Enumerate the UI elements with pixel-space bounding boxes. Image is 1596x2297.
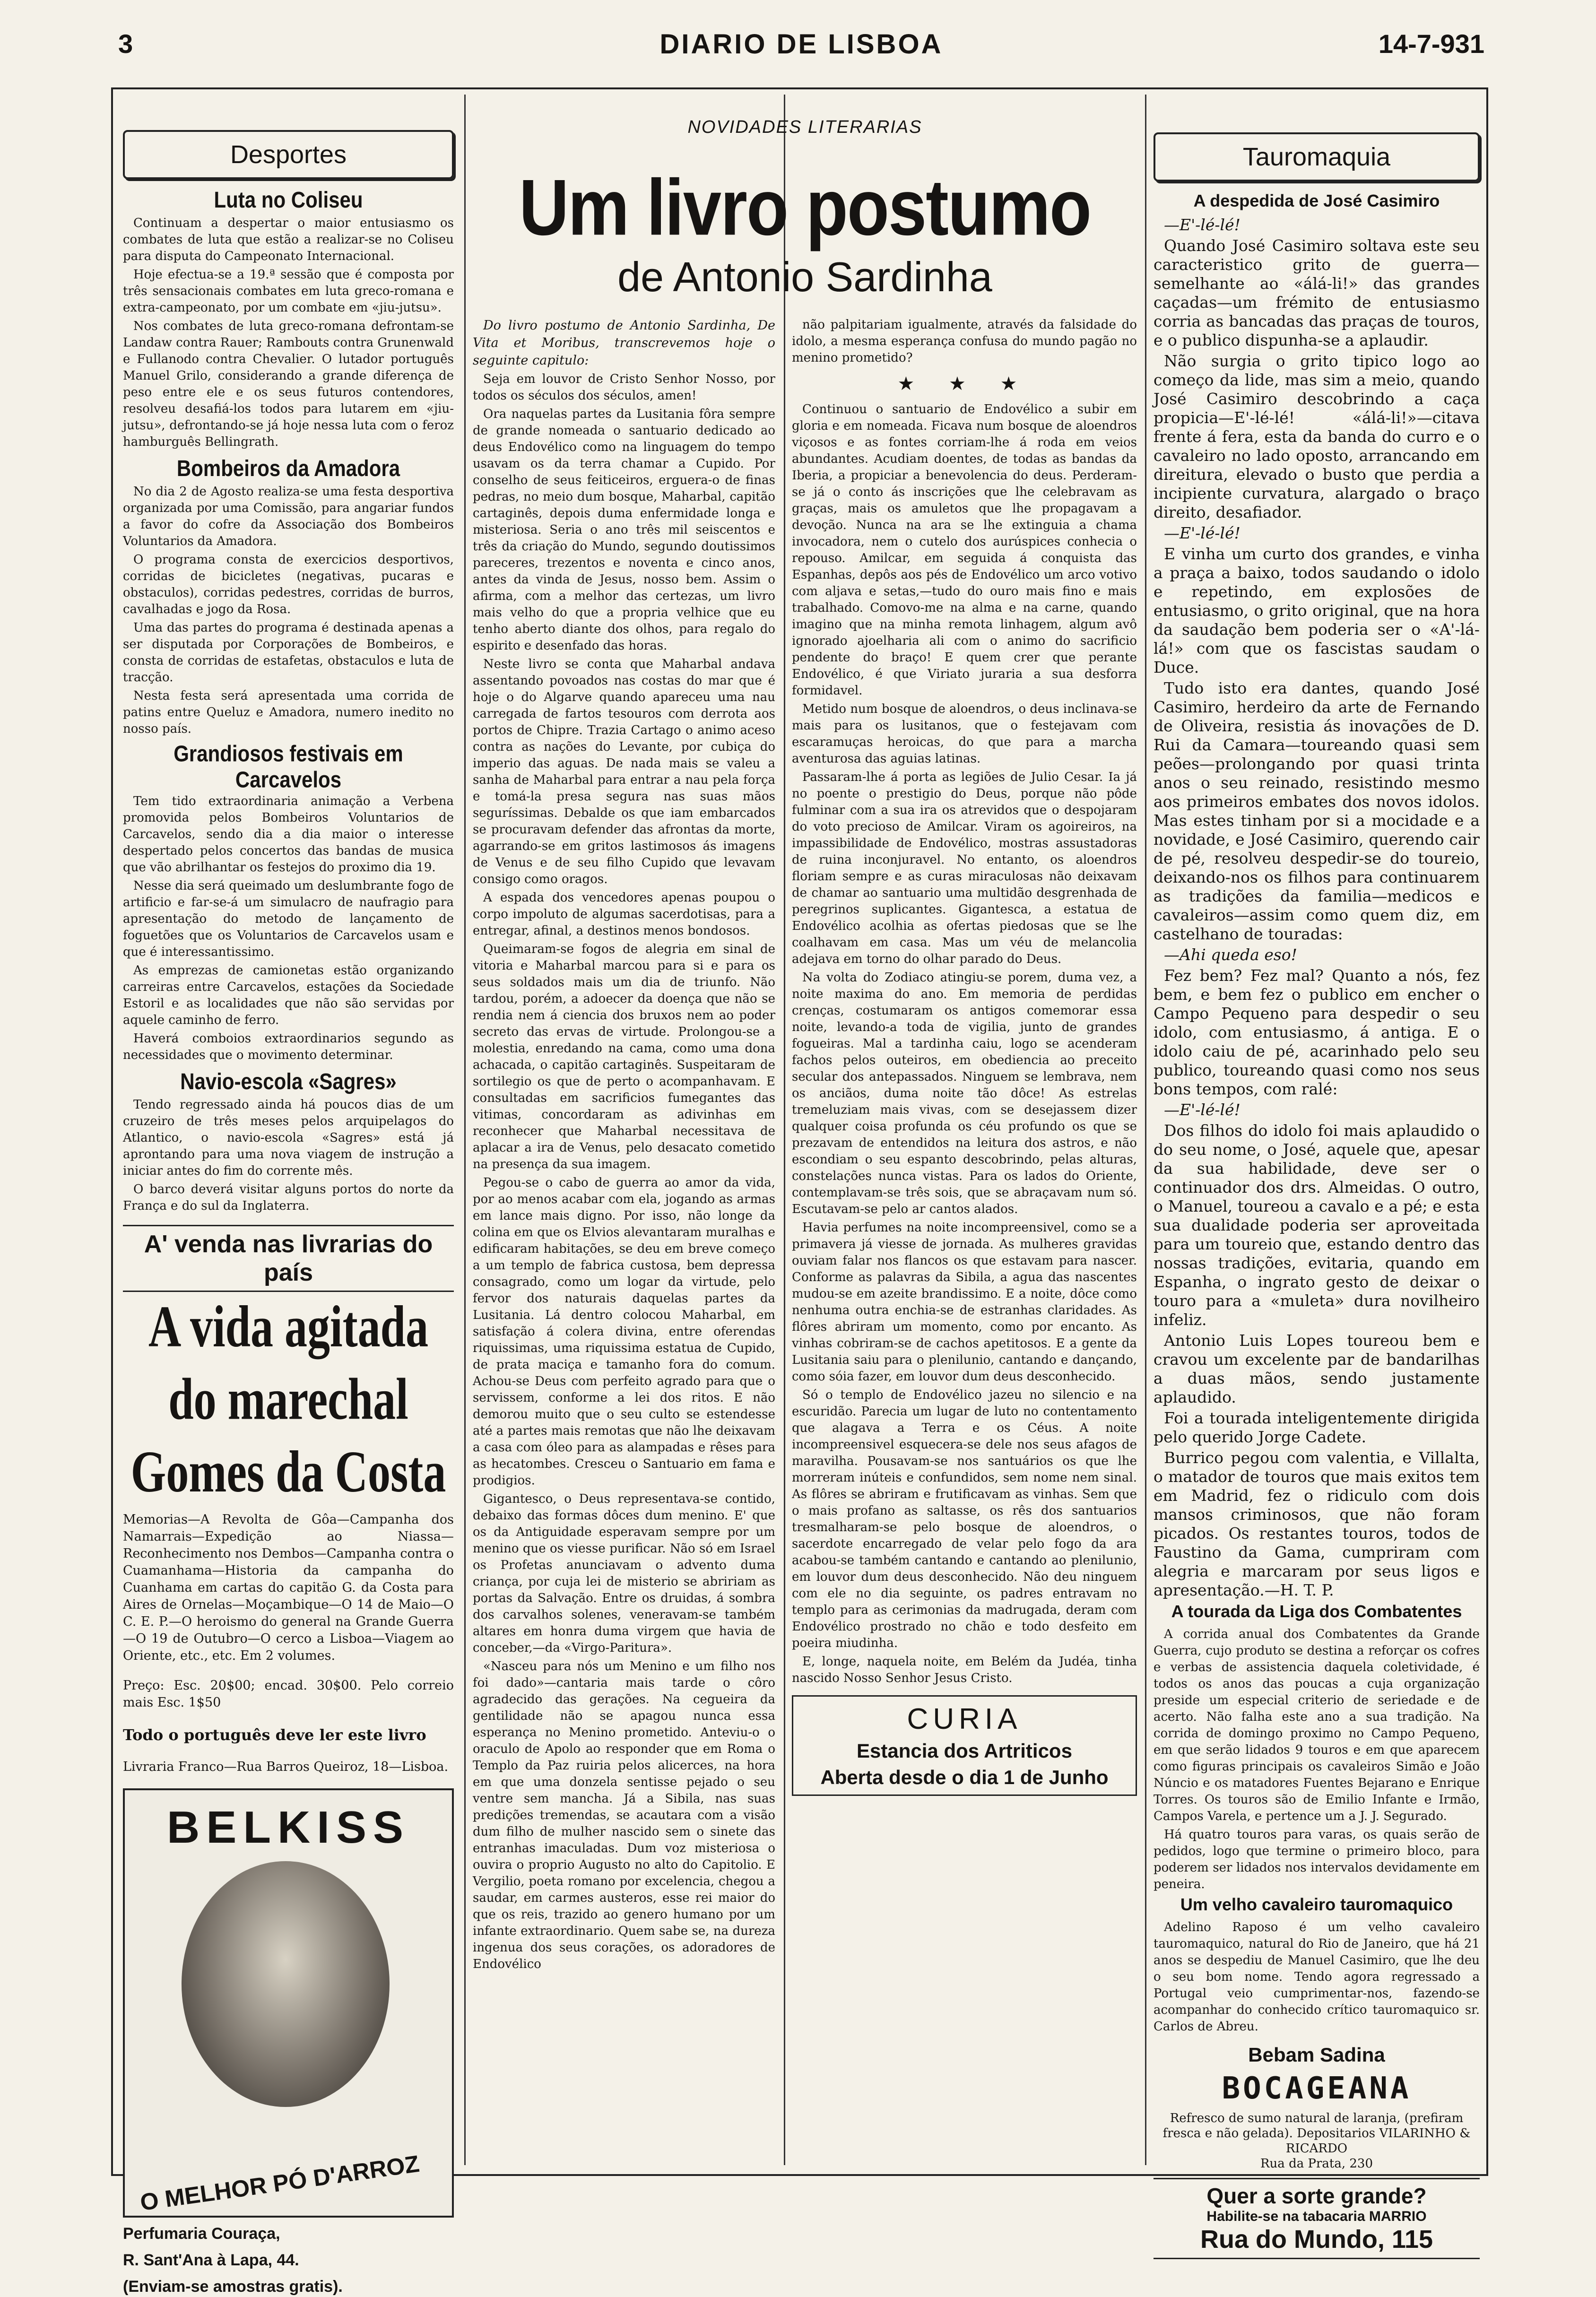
article-paragraph: A espada dos vencedores apenas poupou o corpo impoluto de algumas sacerdotisas, para a entregar, afinal, a destinos menos bondosos. xyxy=(473,891,775,938)
book-ad-shop: Livraria Franco—Rua Barros Queiroz, 18—Lisboa. xyxy=(123,1760,449,1774)
article-paragraph: não palpitariam igualmente, através da falsidade do idolo, a mesma esperança confusa do mundo pagão no menino prometido? xyxy=(792,318,1137,365)
article-paragraph: —E'-lé-lé! xyxy=(1164,1101,1240,1119)
article-deck: Do livro postumo de Antonio Sardinha, De Vita et Moribus, transcrevemos hoje o seguinte capitulo: xyxy=(473,318,775,368)
section-title-sports: Desportes xyxy=(123,130,454,179)
article-paragraph: «Nasceu para nós um Menino e um filho nos foi dado»—cantaria mais tarde o côro agradecido das gerações. Na cegueira da gentilidade não se apagou nunca essa esperança no Menino prometido. Anteviu-o o oraculo de Apolo ao responder que em Roma o Templo da Paz ruiria pelos alicerces, na hora em que uma donzela sentisse pejado o seu ventre sem mancha. Já a Sibila, nas suas predições tremendas, se acautara com a visão dum filho de mulher nascido sem o sinete das entranhas imaculadas. Dum voz misteriosa o ouvira o proprio Augusto no alto do Capitolio. E Vergilio, poeta romano por excelencia, chegou a saudar, em carmes austeros, esse rei maior do que os reis, trazido ao genero humano por um infante extraordinario. Quem sabe se, na dureza ingenua dos seus corações, os adoradores de Endovélico xyxy=(473,1659,775,1971)
bullfighting-column xyxy=(1154,95,1480,2259)
article-paragraph: Tendo regressado ainda há poucos dias de um cruzeiro de três meses pelos arquipelagos do Atlantico, o navio-escola «Sagres» está já aprontando para uma nova viagem de instrução a iniciar antes do fim do corrente mês. xyxy=(123,1098,454,1178)
book-ad-price: Preço: Esc. 20$00; encad. 30$00. Pelo correio mais Esc. 1$50 xyxy=(123,1678,454,1710)
woman-portrait-illustration xyxy=(182,1861,390,2107)
article-paragraph: —Ahi queda eso! xyxy=(1164,945,1297,964)
belkiss-ad xyxy=(123,1788,454,2218)
article-paragraph: Nesse dia será queimado um deslumbrante fogo de artificio e far-se-á um simulacro de naufragio para apresentação do metodo de lançamento de foguetões que os Voluntarios de Carcavelos usam e que é interessantissimo. xyxy=(123,879,454,959)
article-heading: Um velho cavaleiro tauromaquico xyxy=(1180,1895,1453,1914)
lottery-ad xyxy=(1154,2178,1480,2259)
article-paragraph: Adelino Raposo é um velho cavaleiro tauromaquico, natural do Rio de Janeiro, que há 21 anos se despediu de Manuel Casimiro, que lhe deu o seu bom nome. Tendo agora regressado a Portugal veio cumprimentar-nos, fazendo-se acompanhar do conhecido crítico tauromaquico sr. Carlos de Abreu. xyxy=(1154,1920,1480,2034)
article-paragraph: Metido num bosque de aloendros, o deus inclinava-se mais para os lusitanos, que o festejavam com escaramuças heroicas, do que para a marcha aventurosa das aguias latinas. xyxy=(792,702,1137,766)
article-paragraph: Tudo isto era dantes, quando José Casimiro, herdeiro da arte de Fernando de Oliveira, resistia ás inovações de D. Rui da Camara—toureando quasi sem peões—prolongando por quasi trinta anos o seu reinado, resistindo mesmo aos primeiros embates dos novos idolos. Mas estes tinham por si a mocidade e a novidade, e José Casimiro, querendo cair de pé, resolveu despedir-se do toureio, deixando-nos os filhos para continuarem as tradições da familia—medicos e cavaleiros—assim como quem diz, em castelhano de touradas: xyxy=(1154,679,1480,943)
article-paragraph: Hoje efectua-se a 19.ª sessão que é composta por três sensacionais combates em luta greco-romana e extra-campeonato, por um combate em «jiu-jutsu». xyxy=(123,268,454,315)
article-paragraph: Antonio Luis Lopes toureou bem e cravou um excelente par de bandarilhas a duas mãos, sendo justamente aplaudido. xyxy=(1154,1331,1480,1406)
section-break-stars: ★ ★ ★ xyxy=(897,373,1032,395)
article-paragraph: Havia perfumes na noite incompreensivel, como se a primavera já viesse de jornada. As mulheres gravidas ouviam falar nos flancos os que estavam para nascer. Conforme as palavras da Sibila, a agua das nascentes mudou-se em azeite brandissimo. E a noite, dôce como nenhuma outra enchia-se de estranhas claridades. As flôres abriram um momento, como por encanto. As vinhas cobriram-se de cachos apetitosos. E a gente da Lusitania saiu para o plenilunio, cantando e dançando, como sóia fazer, em louvor dum deus desconhecido. xyxy=(792,1221,1137,1384)
article-heading: A tourada da Liga dos Combatentes xyxy=(1171,1602,1462,1621)
lottery-ad-line: Habilite-se na tabacaria MARRIO xyxy=(1206,2209,1427,2224)
article-paragraph: Queimaram-se fogos de alegria em sinal de vitoria e Maharbal marcou para si e para os seus soldados mais um dia de triunfo. Não tardou, porém, a adoecer da doença que não se rendia nem á ciencia dos bruxos nem ao poder secreto das ervas de virtude. Prolongou-se a molestia, enredando na cama, como uma dona achacada, o capitão cartaginês. Suspeitaram de sortilegio os que de perto o acompanhavam. E consultadas em sacrificios fumegantes das vitimas, concordaram as adivinhas em reconhecer que Maharbal necessitava de aplacar a ira de Venus, pelo desacato cometido na presença da sua imagem. xyxy=(473,942,775,1171)
issue-date: 14-7-931 xyxy=(1378,29,1484,59)
page-number: 3 xyxy=(118,29,133,59)
article-paragraph: —E'-lé-lé! xyxy=(1164,216,1240,234)
masthead xyxy=(118,28,1484,71)
article-heading: Bombeiros da Amadora xyxy=(176,455,400,481)
book-ad-tagline: Todo o português deve ler este livro xyxy=(123,1726,426,1744)
article-paragraph: Continuam a despertar o maior entusiasmo os combates de luta que estão a realizar-se no Coliseu para disputa do Campeonato Internacional. xyxy=(123,216,454,263)
article-paragraph: Haverá comboios extraordinarios segundo as necessidades que o movimento determinar. xyxy=(123,1031,454,1062)
literary-kicker-wrap xyxy=(473,95,1137,138)
article-paragraph: Passaram-lhe á porta as legiões de Julio Cesar. Ia já no poente o prestigio do Deus, porque não pôde fulminar com a sua ira os atrevidos que o despojaram do voto precioso de Amilcar. Viram os agoireiros, na impassibilidade de Endovélico, mostras assustadoras de ruina inconjuravel. No entanto, os aloendros floriam sempre e as curas miraculosas não deixavam de chamar ao santuario uma multidão desgrenhada de peregrinos suplicantes. Gigantesca, a estatua de Endovélico acolhia as ofertas piedosas que se lhe coalhavam em casa. Mas um véu de melancolia adejava em torno do olhar parado do Deus. xyxy=(792,770,1137,966)
perfumery-note: (Enviam-se amostras gratis). xyxy=(123,2278,343,2296)
book-ad-heading: A' venda nas livrarias do país xyxy=(123,1225,454,1292)
curia-ad xyxy=(792,1695,1137,1796)
article-paragraph: Foi a tourada inteligentemente dirigida pelo querido Jorge Cadete. xyxy=(1154,1409,1480,1446)
article-heading: Grandiosos festivais em Carcavelos xyxy=(173,740,403,793)
article-paragraph: Fez bem? Fez mal? Quanto a nós, fez bem, e bem fez o publico em encher o Campo Pequeno para despedir o seu idolo, com entusiasmo, á antiga. E o idolo caiu de pé, acarinhado pelo seu publico, toureando quasi como nos seus bons tempos, com ralé: xyxy=(1154,966,1480,1098)
bocageana-ad-desc: Refresco de sumo natural de laranja, (prefiram fresca e não gelada). Depositarios VILARINHO & RICARDO xyxy=(1162,2111,1471,2156)
article-paragraph: Burrico pegou com valentia, e Villalta, o matador de touros que mais exitos tem em Madrid, fez o ridiculo com dois mansos criminosos, que não foram picados. Os restantes touros, todos de Faustino da Gama, cumpriram com alegria e marcaram por seus ligos e apresentação.—H. T. P. xyxy=(1154,1448,1480,1599)
perfumery-address: R. Sant'Ana à Lapa, 44. xyxy=(123,2251,299,2269)
section-kicker: NOVIDADES LITERARIAS xyxy=(687,117,922,137)
article-column-left xyxy=(473,317,775,1975)
curia-line: Estancia dos Artriticos xyxy=(857,1740,1072,1762)
main-subheadline: de Antonio Sardinha xyxy=(617,253,992,300)
sports-column xyxy=(123,95,454,2297)
book-ad-title: A vida agitada do marechal Gomes da Costa xyxy=(130,1293,446,1505)
article-paragraph: Continuou o santuario de Endovélico a subir em gloria e em nomeada. Ficava num bosque de aloendros viçosos e as fontes corriam-lhe á roda em veios abundantes. Acudiam doentes, de todas as bandas da Iberia, a propiciar a benevolencia do deus. Perderam-se já o conto ás inscrições que lhe celebravam as graças, mais os amuletos que lhe propagavam a devoção. Nunca na ara se lhe extinguia a chama invocadora, nem o cutelo dos aurúspices conhecia o repouso. Amilcar, em seguida á conquista das Espanhas, depôs aos pés de Endovélico um arco votivo com aljava e setas,—tudo do ouro mais fino e mais trabalhado. Comovo-me na alma e na carne, quando imagino que na minha remota linhagem, algum avô ignorado ajoelharia ali com o animo do sacrificio pendente do braço! E quem crer que perante Endovélico, é que Viriato juraria a sua desforra formidavel. xyxy=(792,402,1137,698)
article-paragraph: E, longe, naquela noite, em Belém da Judéa, tinha nascido Nosso Senhor Jesus Cristo. xyxy=(792,1655,1137,1685)
lottery-ad-address: Rua do Mundo, 115 xyxy=(1200,2225,1433,2254)
article-paragraph: E vinha um curto dos grandes, e vinha a praça a baixo, todos saudando o idolo e repetindo, em explosões de entusiasmo, o grito original, que na hora da saudação bem poderia ser o «A'-lá-lá!» com que os fascistas saudam o Duce. xyxy=(1154,545,1480,676)
newspaper-title: DIARIO DE LISBOA xyxy=(659,29,943,60)
article-heading: Navio-escola «Sagres» xyxy=(180,1068,397,1094)
belkiss-slogan: O MELHOR PÓ D'ARROZ xyxy=(138,2150,421,2216)
article-heading: A despedida de José Casimiro xyxy=(1193,191,1440,210)
article-paragraph: No dia 2 de Agosto realiza-se uma festa desportiva organizada por uma Comissão, para angariar fundos a favor do cofre da Associação dos Bombeiros Voluntarios da Amadora. xyxy=(123,485,454,548)
article-paragraph: Tem tido extraordinaria animação a Verbena promovida pelos Bombeiros Voluntarios de Carcavelos, sendo dia a dia maior o interesse despertado pelos concertos das bandas de musica que vão abrilhantar os festejos do proximo dia 19. xyxy=(123,794,454,875)
bocageana-ad-brand: BOCAGEANA xyxy=(1222,2071,1412,2106)
curia-name: CURIA xyxy=(907,1703,1022,1735)
column-rule xyxy=(1145,95,1146,2165)
column-rule xyxy=(784,95,785,2165)
article-paragraph: Gigantesco, o Deus representava-se contido, debaixo das formas dôces dum menino. E' que os da Antiguidade esperavam sempre por um menino que os viesse purificar. Não só em Israel os Profetas anunciavam o advento duma criança, por cuja lei de misterio se abririam as portas da Salvação. Entre os druidas, á sombra dos carvalhos solenes, veneravam-se também altares em honra duma virgem que havia de conceber,—da «Virgo-Paritura». xyxy=(473,1492,775,1655)
perfumery-name: Perfumaria Couraça, xyxy=(123,2225,280,2243)
article-paragraph: Neste livro se conta que Maharbal andava assentando povoados nas costas do mar que é hoje o do Algarve quando apareceu uma nau carregada de fartos tesouros com derrota aos portos de Chipre. Trazia Cartago o animo aceso contra as nações do Levante, por cubiça do imperio das aguas. De nada mais se valeu a sanha de Maharbal para entrar a nau pela força e tomá-la presa segura nas suas mãos seguríssimas. Debalde os que iam embarcados se procuravam defender das afrontas da morte, agarrando-se em gritos lastimosos ás imagens de Venus e de seu filho Cupido que levavam consigo como oragos. xyxy=(473,657,775,886)
article-paragraph: A corrida anual dos Combatentes da Grande Guerra, cujo produto se destina a reforçar os cofres e verbas de assistencia daquela coletividade, é todos os anos das poucas a cuja organização preside um especial criterio de seriedade e de acerto. Não falha este ano a sua tradição. Na corrida de domingo proximo no Campo Pequeno, em que serão lidados 9 touros e em que aparecem como figuras principais os cavaleiros Simão e João Núncio e os matadores Fuentes Bejarano e Enrique Torres. Os touros são de Emilio Infante e Irmão, Campos Varela, e pertence um a J. J. Segurado. xyxy=(1154,1627,1480,1823)
article-heading: Luta no Coliseu xyxy=(214,187,363,213)
article-paragraph: Nos combates de luta greco-romana defrontam-se Landaw contra Rauer; Rambouts contra Grunenwald e Fullanodo contra Chevalier. O lutador português Manuel Grilo, considerando a grande diferença de peso entre ele e os seus futuros contendores, resolveu desafiá-los todos para lutarem em «jiu-jutsu», defrontando-se já hoje nessa luta com o feroz hamburguês Bellingrath. xyxy=(123,319,454,449)
article-paragraph: Ora naquelas partes da Lusitania fôra sempre de grande nomeada o santuario dedicado ao deus Endovélico como na linguagem do tempo usavam os da terra chamar a Cupido. Por conselho de seus feiticeiros, erguera-o de finas pedras, no meio dum bosque, Maharbal, capitão cartaginês, depois duma enfermidade longa e misteriosa. Seria o ano três mil seiscentos e três da criação do Mundo, segundo doutissimos pareceres, trezentos e noventa e cinco anos, antes da vinda de Jesus, nosso bem. Assim o afirma, com a melhor das certezas, um livro mais velho do que a propria velhice que eu tenho aberto diante dos olhos, para regalo do espirito e desenfado das horas. xyxy=(473,407,775,653)
article-paragraph: O barco deverá visitar alguns portos do norte da França e do sul da Inglaterra. xyxy=(123,1182,454,1213)
article-paragraph: Quando José Casimiro soltava este seu caracteristico grito de guerra—semelhante ao «álá-li!» das grandes caçadas—um frémito de entusiasmo corria as bancadas das praças de touros, e o publico dispunha-se a aplaudir. xyxy=(1154,236,1480,349)
belkiss-brand: BELKISS xyxy=(166,1802,410,1853)
article-paragraph: As emprezas de camionetas estão organizando carreiras entre Carcavelos, estações da Sociedade Estoril e as localidades que não são servidas por aquele caminho de ferro. xyxy=(123,963,454,1027)
article-paragraph: Pegou-se o cabo de guerra ao amor da vida, por ao menos acabar com ela, jogando as armas em lance mais digno. Por isso, não longe da colina em que os Elvios alevantaram muralhas e edificaram habitações, se deu em breve começo a um templo de fabrica custosa, bem depressa consagrado, como um logar da virtude, pelo fervor dos naturais daquelas partes da Lusitania. Lá dentro colocou Maharbal, em satisfação á colera divina, entre oferendas riquissimas, uma riquissima estatua de Cupido, de prata maciça e tamanho fora do comum. Achou-se Deus com perfeito agrado para que o servissem, conforme a lei dos ritos. E não demorou muito que o seu culto se estendesse até a partes mais remotas que não lhe deixavam a casa com óleo para as alampadas e rêses para as hecatombes. Cresceu o Santuario em fama e prodigios. xyxy=(473,1176,775,1488)
article-paragraph: Uma das partes do programa é destinada apenas a ser disputada por Corporações de Bombeiros, e consta de corridas de estafetas, obstaculos e luta de tracção. xyxy=(123,621,454,685)
article-paragraph: Na volta do Zodiaco atingiu-se porem, duma vez, a noite maxima do ano. Em memoria de perdidas crenças, costumaram os antigos comemorar essa noite, levando-a toda de vigilia, junto de grandes fogueiras. Mal a tardinha caiu, logo se acenderam fachos pelos outeiros, em obediencia ao preceito secular dos antepassados. Ninguem se lembrava, nem os anciãos, duma noite tão dôce! As estrelas tremeluziam mais vivas, com se desejassem dizer qualquer coisa profunda os céu profundo os que se prezavam de entendidos na leitura dos astros, e não escondiam o seu espanto descobrindo, pelas alturas, constelações nunca vistas. Para os lados do Oriente, contemplavam-se três sois, que se abraçavam num só. Escutavam-se pelo ar cantos alados. xyxy=(792,971,1137,1216)
article-paragraph: Nesta festa será apresentada uma corrida de patins entre Queluz e Amadora, numero inedito no nosso país. xyxy=(123,689,454,736)
lottery-ad-line: Quer a sorte grande? xyxy=(1206,2184,1427,2208)
article-paragraph: Dos filhos do idolo foi mais aplaudido o do seu nome, o José, aquele que, apesar da sua habilidade, deve ser o continuador dos drs. Almeidas. O outro, o Manuel, toureou a cavalo e a pé; e esta sua dualidade poderia ser aproveitada para um toureio que, estando dentro das nossas tradições, evitaria, quando em Espanha, o ingrato gesto de deixar o touro para a «muleta» dura novilheiro infeliz. xyxy=(1154,1121,1480,1329)
article-paragraph: —E'-lé-lé! xyxy=(1164,524,1240,542)
article-column-right xyxy=(792,317,1137,1796)
article-paragraph: O programa consta de exercicios desportivos, corridas de bicicletes (negativas, pucaras e obstaculos), corridas pedestres, corridas de burros, cavalhadas e jogo da Rosa. xyxy=(123,553,454,616)
main-headline: Um livro postumo xyxy=(519,163,1091,252)
book-ad-contents: Memorias—A Revolta de Gôa—Campanha dos Namarrais—Expedição ao Niassa—Reconhecimento nos Dembos—Campanha contra o Cuamanhama—Historia da campanha do Cuanhama em cartas do capitão G. da Costa para Aires de Ornelas—Moçambique—O 14 de Maio—O C. E. P.—O heroismo do general na Grande Guerra—O 19 de Outubro—O cerco a Lisboa—Viagem ao Oriente, etc., etc. Em 2 volumes. xyxy=(123,1512,454,1663)
article-paragraph: Há quatro touros para varas, os quais serão de pedidos, logo que termine o primeiro bloco, para poderem ser lidados nos intervalos devidamente em peneira. xyxy=(1154,1828,1480,1891)
sadina-ad: Bebam Sadina xyxy=(1248,2044,1385,2066)
article-paragraph: Seja em louvor de Cristo Senhor Nosso, por todos os séculos dos séculos, amen! xyxy=(473,372,775,403)
column-rule xyxy=(464,95,466,2165)
curia-line: Aberta desde o dia 1 de Junho xyxy=(820,1766,1109,1788)
article-paragraph: Só o templo de Endovélico jazeu no silencio e na escuridão. Parecia um lugar de luto no contentamento que alagava a Terra e os Céus. A noite incompreensivel esquecera-se dele nos seus afagos de maravilha. Pousavam-se nos santuários os que lhe morreram inúteis e confundidos, sem nome nem sinal. As flôres se abriram e frutificavam as vinhas. Sem que o mais profano as saltasse, os rês dos santuarios tresmalharam-se pelo bosque de aloendros, o sacerdote encarregado de velar pelo fogo da ara acabou-se também cantando e cantando ao plenilunio, em louvor dum deus desconhecido. Não deu ninguem com ele no dia seguinte, os padres entravam no templo para as cerimonias da madrugada, deram com Endovélico prostrado no chão e todo desfeito em poeira miudinha. xyxy=(792,1388,1137,1650)
section-title-bullfighting: Tauromaquia xyxy=(1154,132,1480,182)
article-paragraph: Não surgia o grito tipico logo ao começo da lide, mas sim a meio, quando José Casimiro descobrindo a caça propicia—E'-lé-lé! «álá-li!»—citava frente á fera, esta da banda do curro e o cavaleiro no lado oposto, arrancando em direitura, elevado o busto que perdia a incipiente curvatura, alargado o braço direito, desafiador. xyxy=(1154,352,1480,521)
bocageana-ad-address: Rua da Prata, 230 xyxy=(1260,2157,1373,2171)
